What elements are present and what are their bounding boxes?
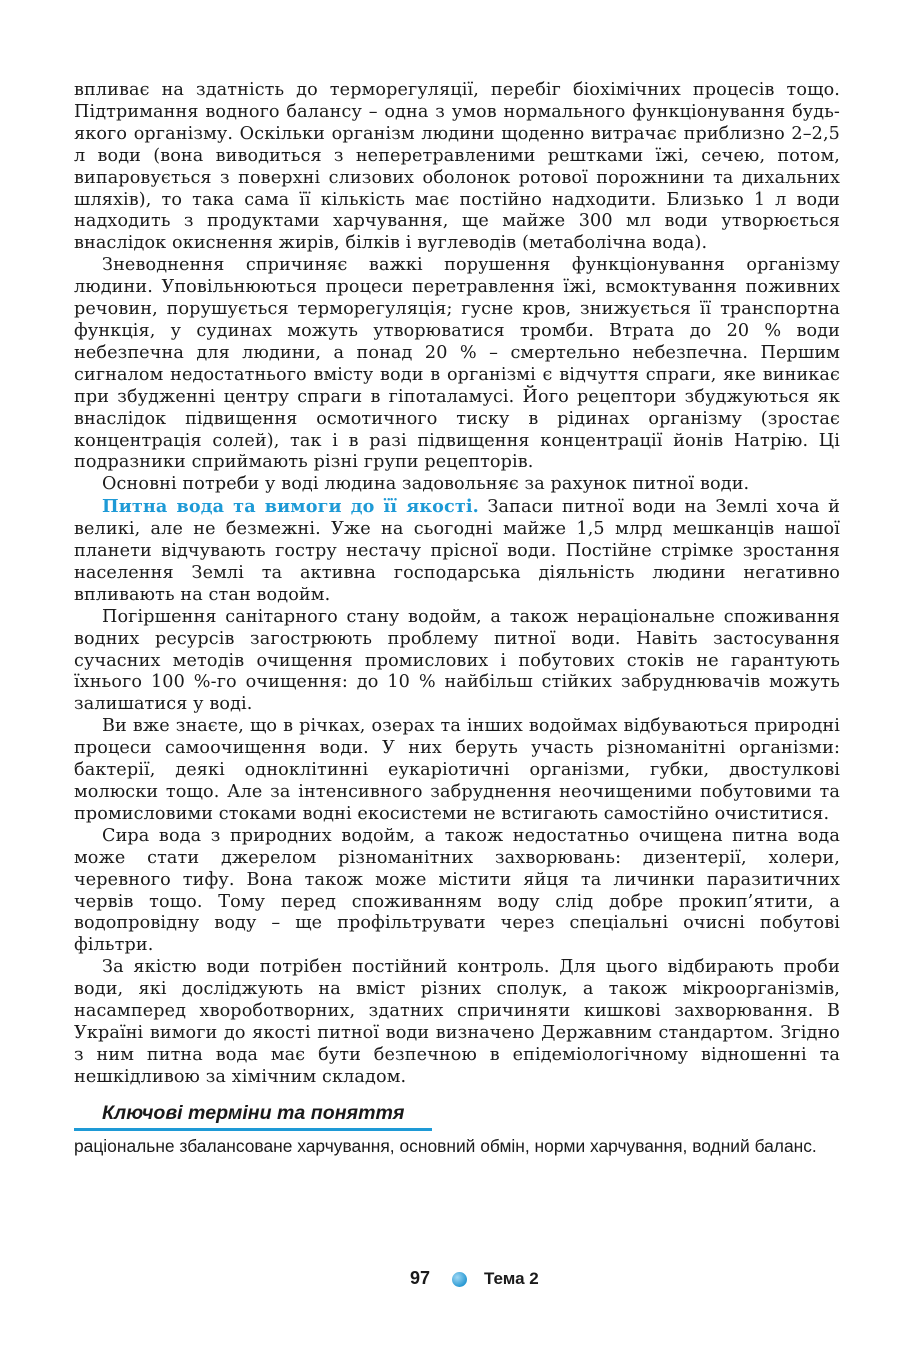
paragraph-4-text: Запаси питної води на Землі хоча й великі, але не безмежні. Уже на сьогодні майже 1,5 млрд мешканців нашої планети відчувають гостру нестачу прісної води. Постійне стрімке зростання населення Землі та активна господарська діяльність людини негативно впливають на стан водойм.	[74, 497, 840, 605]
key-terms-list: раціональне збалансоване харчування, основний обмін, норми харчування, водний баланс.	[74, 1135, 817, 1156]
paragraph-1: впливає на здатність до терморегуляції, перебіг біохімічних процесів тощо. Підтримання водного балансу – одна з умов нормального функціонування будь-якого організму. Оскільки організм людини щоденно витрачає приблизно 2–2,5 л води (вона виводиться з неперетравленими рештками їжі, сечею, потом, випаровується з поверхні слизових оболонок ротової порожнини та дихальних шляхів), то така сама її кількість має постійно надходити. Близько 1 л води надходить з продуктами харчування, ще майже 300 мл води утворюється внаслідок окиснення жирів, білків і вуглеводів (метаболічна вода).	[74, 80, 840, 254]
key-terms-title: Ключові терміни та поняття	[102, 1101, 405, 1124]
paragraph-8: За якістю води потрібен постійний контроль. Для цього відбирають проби води, які досліджують на вміст різних сполук, а також мікроорганізмів, насамперед хвороботворних, здатних спричиняти кишкові захворювання. В Україні вимоги до якості питної води визначено Державним стандартом. Згідно з ним питна вода має бути безпечною в епідеміологічному відношенні та нешкідливою за хімічним складом.	[74, 957, 840, 1087]
paragraph-6: Ви вже знаєте, що в річках, озерах та інших водоймах відбуваються природні процеси самоочищення води. У них беруть участь різноманітні організми: бактерії, деякі одноклітинні еукаріотичні організми, губки, двостулкові молюски тощо. Але за інтенсивного забруднення неочищеними побутовими та промисловими стоками водні екосистеми не встигають самостійно очиститися.	[74, 716, 840, 824]
paragraph-7: Сира вода з природних водойм, а також недостатньо очищена питна вода може стати джерелом різноманітних захворювань: дизентерії, холери, черевного тифу. Вона також може містити яйця та личинки паразитичних червів тощо. Тому перед споживанням воду слід добре прокип’ятити, а водопровідну воду – ще профільтрувати через спеціальні очисні побутові фільтри.	[74, 825, 840, 956]
key-terms-underline	[74, 1128, 432, 1131]
page-number: 97	[410, 1268, 431, 1288]
key-terms-header	[74, 1100, 840, 1130]
page-footer	[0, 1268, 918, 1292]
paragraph-5: Погіршення санітарного стану водойм, а також нераціональне споживання водних ресурсів загострюють проблему питної води. Навіть застосування сучасних методів очищення промислових і побутових стоків не гарантують їхнього 100 %-го очищення: до 10 % найбільш стійких забруднювачів можуть залишатися у воді.	[74, 606, 840, 715]
paragraph-2: Зневоднення спричиняє важкі порушення функціонування організму людини. Уповільнюються процеси перетравлення їжі, всмоктування поживних речовин, порушується терморегуляція; гусне кров, знижується її транспортна функція, у судинах можуть утворюватися тромби. Втрата до 20 % води небезпечна для людини, а понад 20 % – смертельно небезпечна. Першим сигналом недостатнього вмісту води в організмі є відчуття спраги, яке виникає при збудженні центру спраги в гіпоталамусі. Його рецептори збуджуються як внаслідок підвищення осмотичного тиску в рідинах організму (зростає концентрація солей), так і в разі підвищення концентрації йонів Натрію. Ці подразники сприймають різні групи рецепторів.	[74, 255, 840, 473]
paragraph-4	[74, 496, 840, 607]
paragraph-3: Основні потреби у воді людина задовольняє за рахунок питної води.	[102, 474, 750, 495]
topic-label: Тема 2	[484, 1269, 539, 1288]
page-content	[74, 80, 840, 1156]
section-heading-drinking-water: Питна вода та вимоги до її якості.	[102, 496, 479, 518]
bullet-dot-icon	[452, 1272, 467, 1287]
